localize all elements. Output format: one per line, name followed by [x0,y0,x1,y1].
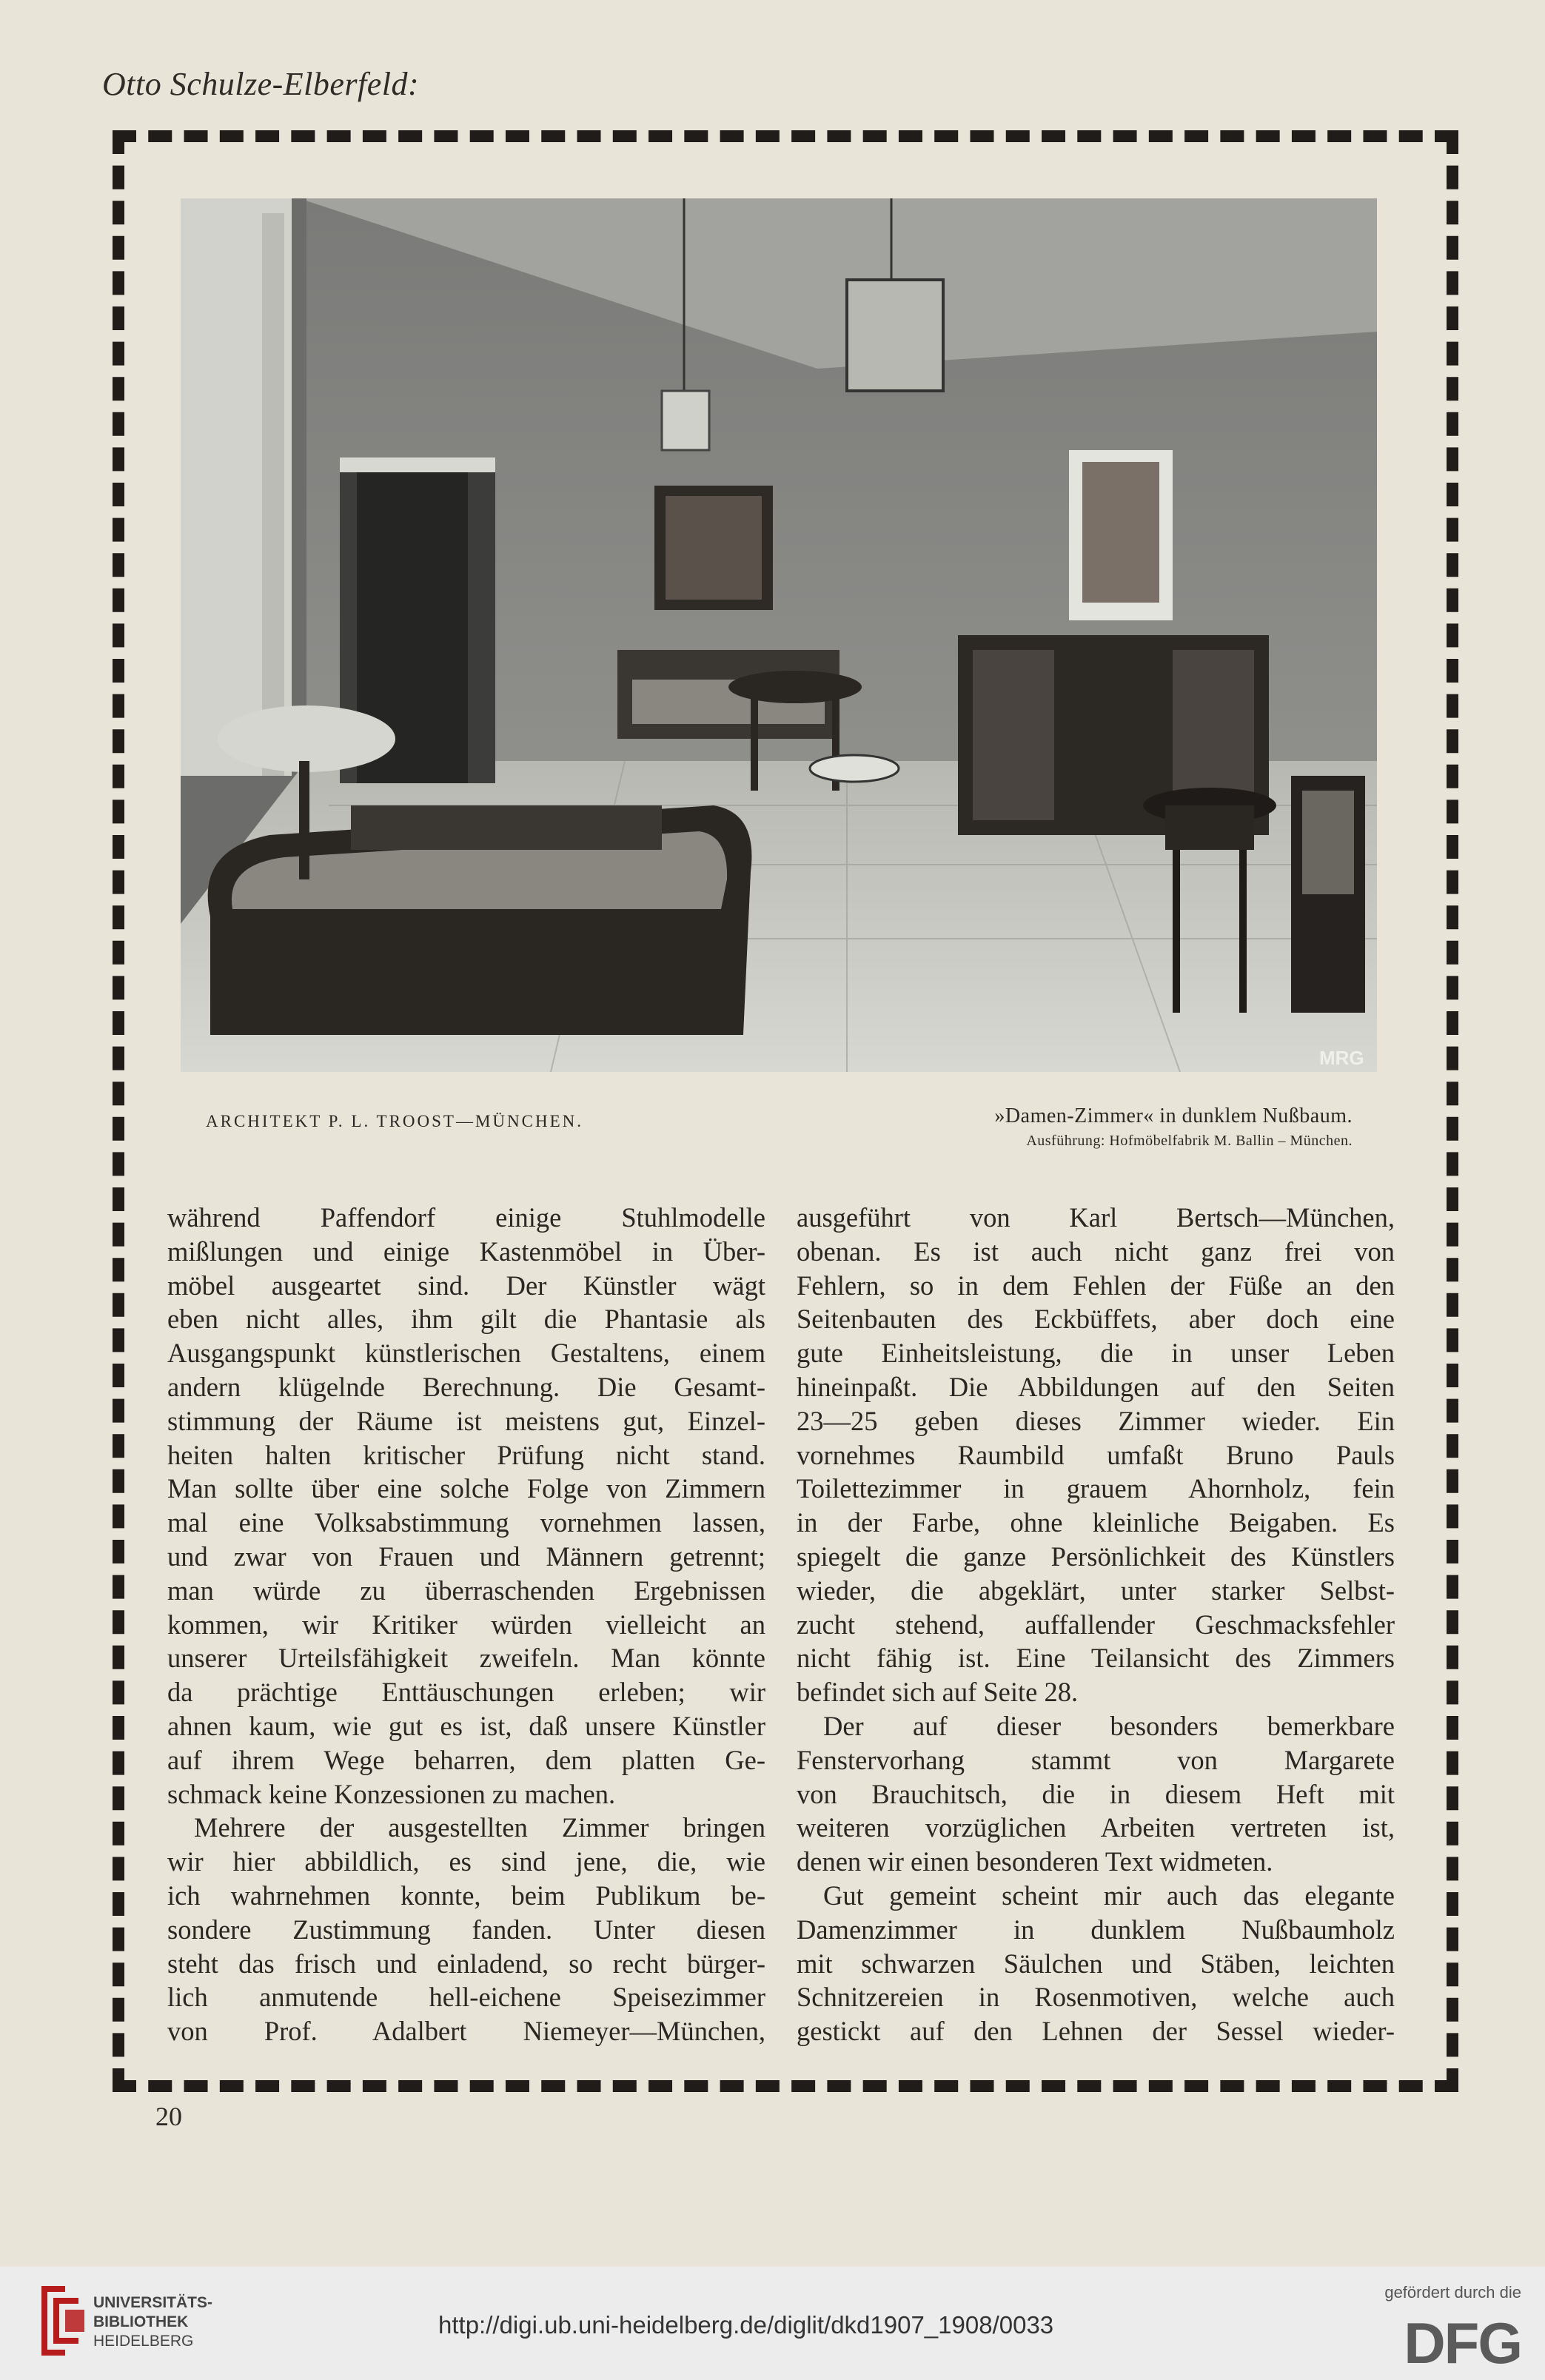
text-line: Man sollte über eine solche Folge von Zimmern [167,1473,765,1504]
text-line: ausgeführt von Karl Bertsch—München, [797,1202,1395,1233]
library-name-line: UNIVERSITÄTS- [93,2294,213,2311]
text-line: sondere Zustimmung fanden. Unter diesen [167,1914,765,1945]
text-line: in der Farbe, ohne kleinliche Beigaben. Es [797,1507,1395,1538]
text-line: Seitenbauten des Eckbüffets, aber doch eine [797,1304,1395,1335]
text-line: Der auf dieser besonders bemerkbare [823,1710,1395,1741]
text-line: Damenzimmer in dunklem Nußbaumholz [797,1914,1395,1945]
text-line: denen wir einen besonderen Text widmeten. [797,1846,1273,1877]
text-line: stimmung der Räume ist meistens gut, Einzel- [167,1405,765,1436]
text-line: von Brauchitsch, die in diesem Heft mit [797,1778,1395,1809]
figure-caption-architect: ARCHITEKT P. L. TROOST—MÜNCHEN. [206,1112,584,1130]
text-line: heiten halten kritischer Prüfung nicht stand. [167,1439,765,1470]
text-line: da prächtige Enttäuschungen erleben; wir [167,1677,765,1708]
text-line: auf ihrem Wege beharren, dem platten Ge- [167,1744,765,1775]
text-line: zucht stehend, auffallender Geschmacksfehler [797,1609,1395,1640]
text-line: ahnen kaum, wie gut es ist, daß unsere Künstler [167,1710,765,1741]
text-line: man würde zu überraschenden Ergebnissen [167,1575,765,1606]
library-name-line: BIBLIOTHEK [93,2313,189,2330]
text-line: während Paffendorf einige Stuhlmodelle [167,1202,765,1233]
text-line: vornehmes Raumbild umfaßt Bruno Pauls [797,1439,1395,1470]
library-name [93,2293,212,2351]
text-line: wir hier abbildlich, es sind jene, die, wie [167,1846,765,1877]
digitization-footer [0,2267,1545,2380]
figure-caption-description [994,1104,1353,1150]
library-logo-icon [36,2282,87,2360]
text-line: befindet sich auf Seite 28. [797,1677,1079,1708]
caption-execution: Ausführung: Hofmöbelfabrik M. Ballin – München. [1026,1133,1353,1149]
caption-title: »Damen-Zimmer« in dunklem Nußbaum. [994,1104,1353,1127]
room-photograph [181,198,1377,1072]
text-line: Mehrere der ausgestellten Zimmer bringen [194,1812,765,1843]
text-line: gute Einheitsleistung, die in unser Leben [797,1338,1395,1369]
text-line: Fenstervorhang stammt von Margarete [797,1744,1395,1775]
photo-monogram: MRG [1319,1047,1364,1069]
right-text-column [797,1201,1395,2052]
text-line: von Prof. Adalbert Niemeyer—München, [167,2016,765,2047]
running-head: Otto Schulze-Elberfeld: [102,66,420,102]
text-line: Schnitzereien in Rosenmotiven, welche auch [797,1982,1395,2013]
text-line: Ausgangspunkt künstlerischen Gestaltens, einem [167,1338,765,1369]
text-line: kommen, wir Kritiker würden vielleicht an [167,1609,765,1640]
text-line: Gut gemeint scheint mir auch das elegante [823,1880,1395,1911]
text-line: Fehlern, so in dem Fehlen der Füße an den [797,1270,1395,1301]
source-url-link[interactable]: http://digi.ub.uni-heidelberg.de/diglit/dkd1907_1908/0033 [438,2311,1054,2339]
text-line: obenan. Es ist auch nicht ganz frei von [797,1236,1395,1267]
text-line: 23—25 geben dieses Zimmer wieder. Ein [797,1405,1395,1436]
text-line: lich anmutende hell-eichene Speisezimmer [167,1982,765,2013]
text-line: Toilettezimmer in grauem Ahornholz, fein [797,1473,1395,1504]
text-line: unserer Urteilsfähigkeit zweifeln. Man könnte [167,1643,765,1674]
text-line: und zwar von Frauen und Männern getrennt; [167,1541,765,1572]
text-line: wieder, die abgeklärt, unter starker Selbst- [797,1575,1395,1606]
text-line: mißlungen und einige Kastenmöbel in Über- [167,1236,765,1267]
text-line: mal eine Volksabstimmung vornehmen lassen, [167,1507,765,1538]
page-number: 20 [155,2102,182,2131]
text-line: andern klügelnde Berechnung. Die Gesamt- [167,1371,765,1402]
library-name-line: HEIDELBERG [93,2333,194,2350]
text-line: ich wahrnehmen konnte, beim Publikum be- [167,1880,765,1911]
text-line: mit schwarzen Säulchen und Stäben, leichten [797,1948,1395,1979]
text-line: nicht fähig ist. Eine Teilansicht des Zimmers [797,1643,1395,1674]
text-line: weiteren vorzüglichen Arbeiten vertreten ist, [797,1812,1395,1843]
text-line: gestickt auf den Lehnen der Sessel wieder- [797,2016,1395,2047]
funding-label: gefördert durch die [1384,2283,1521,2302]
text-line: möbel ausgeartet sind. Der Künstler wägt [167,1270,765,1301]
text-line: eben nicht alles, ihm gilt die Phantasie als [167,1304,765,1335]
left-text-column [167,1201,765,2052]
text-line: schmack keine Konzessionen zu machen. [167,1778,616,1809]
text-line: steht das frisch und einladend, so recht bürger- [167,1948,765,1979]
dfg-logo: DFG [1404,2310,1521,2376]
text-line: spiegelt die ganze Persönlichkeit des Künstlers [797,1541,1395,1572]
text-line: hineinpaßt. Die Abbildungen auf den Seiten [797,1371,1395,1402]
